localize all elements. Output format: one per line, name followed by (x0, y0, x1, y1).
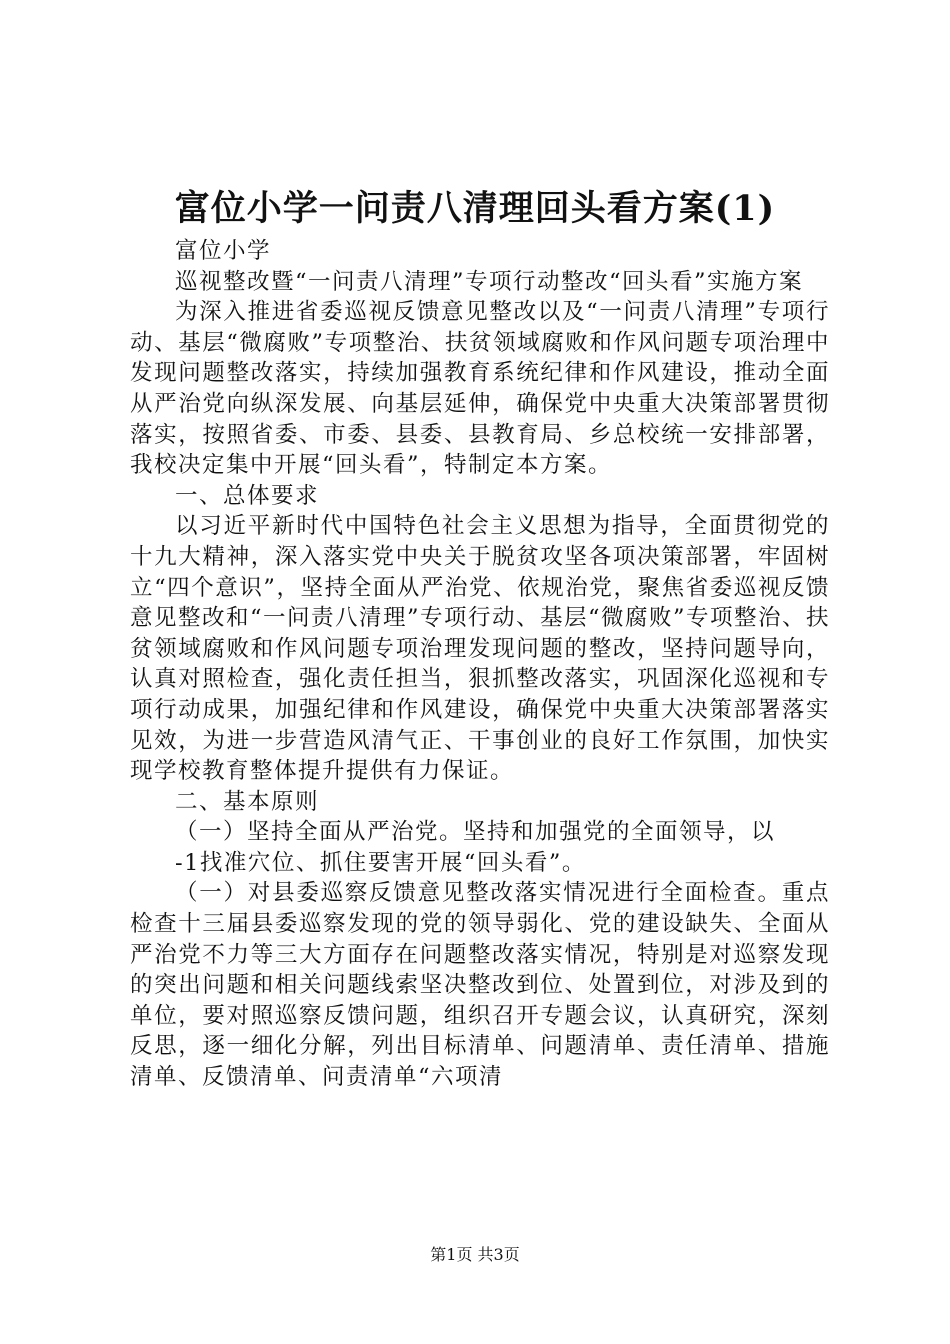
document-title: 富位小学一问责八清理回头看方案(1) (174, 188, 776, 229)
page-footer: 第1页 共3页 (430, 1245, 520, 1264)
document-body (130, 236, 830, 1093)
section-heading-basic-principles: 二、基本原则 (175, 788, 320, 815)
school-name-line: 富位小学 (175, 238, 272, 264)
plan-subtitle: 巡视整改暨“一问责八清理”专项行动整改“回头看”实施方案 (175, 268, 804, 295)
principle-one-paragraph: （一）坚持全面从严治党。坚持和加强党的全面领导，以 (175, 819, 776, 846)
inspection-paragraph: （一）对县委巡察反馈意见整改落实情况进行全面检查。重点检查十三届县委巡察发现的党的领导弱化、党的建设缺失、全面从严治党不力等三大方面存在问题整改落实情况，特别是对巡察发现的突出问题和相关问题线索坚决整改到位、处置到位，对涉及到的单位，要对照巡察反馈问题，组织召开专题会议，认真研究，深刻反思，逐一细化分解，列出目标清单、问题清单、责任清单、措施清单、反馈清单、问责清单“六项清 (130, 880, 830, 1091)
intro-paragraph: 为深入推进省委巡视反馈意见整改以及“一问责八清理”专项行动、基层“微腐败”专项整治、扶贫领域腐败和作风问题专项治理中发现问题整改落实，持续加强教育系统纪律和作风建设，推动全面从严治党向纵深发展、向基层延伸，确保党中央重大决策部署贯彻落实，按照省委、市委、县委、县教育局、乡总校统一安排部署，我校决定集中开展“回头看”，特制定本方案。 (130, 299, 830, 479)
fragment-line: -1找准穴位、抓住要害开展“回头看”。 (175, 849, 586, 876)
section-heading-general-requirements: 一、总体要求 (175, 482, 320, 509)
general-requirements-paragraph: 以习近平新时代中国特色社会主义思想为指导，全面贯彻党的十九大精神，深入落实党中央关于脱贫攻坚各项决策部署，牢固树立“四个意识”，坚持全面从严治党、依规治党，聚焦省委巡视反馈意见整改和“一问责八清理”专项行动、基层“微腐败”专项整治、扶贫领域腐败和作风问题专项治理发现问题的整改，坚持问题导向，认真对照检查，强化责任担当，狠抓整改落实，巩固深化巡视和专项行动成果，加强纪律和作风建设，确保党中央重大决策部署落实见效，为进一步营造风清气正、干事创业的良好工作氛围，加快实现学校教育整体提升提供有力保证。 (130, 513, 831, 785)
